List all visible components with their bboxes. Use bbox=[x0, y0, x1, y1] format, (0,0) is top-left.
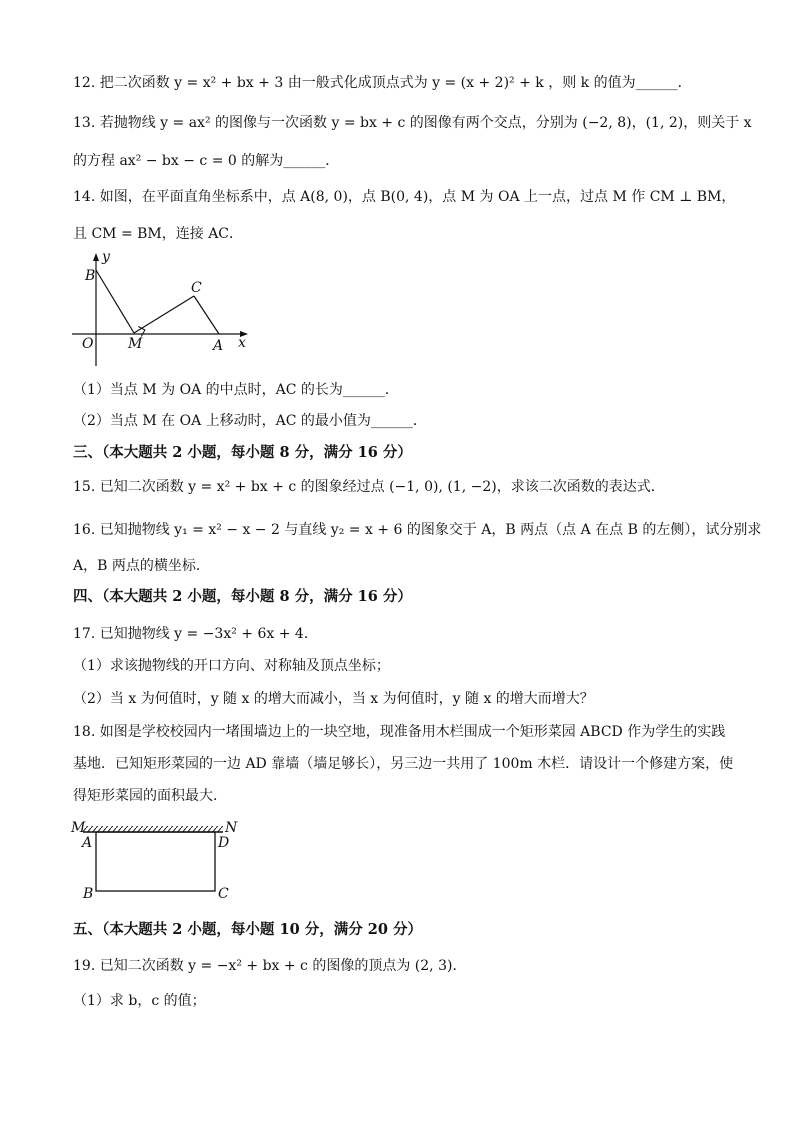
label-a: A bbox=[82, 835, 93, 851]
figure-18-garden-diagram bbox=[66, 816, 256, 902]
section-4-heading: 四、（本大题共 2 小题，每小题 8 分，满分 16 分） bbox=[73, 588, 412, 605]
y-axis-arrow bbox=[93, 253, 99, 261]
right-angle-mark bbox=[138, 327, 145, 337]
section-5-heading: 五、（本大题共 2 小题，每小题 10 分，满分 20 分） bbox=[73, 921, 422, 938]
question-14-line-2: 且 CM = BM，连接 AC． bbox=[73, 226, 244, 242]
question-14-line-1: 14. 如图，在平面直角坐标系中，点 A(8, 0)，点 B(0, 4)，点 M 为 OA 上一点，过点 M 作 CM ⊥ BM， bbox=[73, 189, 736, 205]
question-17: 17. 已知抛物线 y = −3x² + 6x + 4． bbox=[73, 626, 318, 642]
question-15: 15. 已知二次函数 y = x² + bx + c 的图象经过点 (−1, 0), (1, −2)，求该二次函数的表达式． bbox=[73, 479, 665, 495]
question-18-line-2: 基地．已知矩形菜园的一边 AD 靠墙（墙足够长），另三边一共用了 100m 木栏．请设计一个修建方案，使 bbox=[73, 756, 734, 772]
label-x: x bbox=[238, 335, 246, 351]
question-14-part-2: （2）当点 M 在 OA 上移动时，AC 的最小值为______． bbox=[73, 413, 427, 429]
question-18-line-1: 18. 如图是学校校园内一堵围墙边上的一块空地，现准备用木栏围成一个矩形菜园 ABCD 作为学生的实践 bbox=[73, 724, 726, 740]
label-b: B bbox=[83, 886, 94, 902]
question-19: 19. 已知二次函数 y = −x² + bx + c 的图像的顶点为 (2, 3)． bbox=[73, 958, 467, 974]
label-d: D bbox=[218, 835, 230, 851]
segment-ca bbox=[194, 296, 219, 334]
segment-mc bbox=[134, 296, 194, 333]
label-n: N bbox=[225, 820, 238, 836]
label-c: C bbox=[191, 280, 202, 296]
label-o: O bbox=[82, 336, 94, 352]
wall-hatching bbox=[83, 826, 223, 832]
label-a: A bbox=[213, 338, 224, 354]
question-13-line-2: 的方程 ax² − bx − c = 0 的解为______． bbox=[73, 153, 340, 169]
figure-14-coordinate-diagram bbox=[66, 248, 266, 368]
segment-bm bbox=[96, 270, 134, 333]
question-18-line-3: 得矩形菜园的面积最大． bbox=[73, 788, 227, 804]
rectangle-abcd bbox=[96, 832, 215, 891]
question-16-line-1: 16. 已知抛物线 y₁ = x² − x − 2 与直线 y₂ = x + 6 的图象交于 A，B 两点（点 A 在点 B 的左侧），试分别求 bbox=[73, 522, 762, 538]
question-17-part-2: （2）当 x 为何值时，y 随 x 的增大而减小，当 x 为何值时，y 随 x 的增大而增大？ bbox=[73, 691, 594, 707]
question-12: 12. 把二次函数 y = x² + bx + 3 由一般式化成顶点式为 y = (x + 2)² + k ，则 k 的值为______． bbox=[73, 75, 692, 91]
question-17-part-1: （1）求该抛物线的开口方向、对称轴及顶点坐标； bbox=[73, 658, 390, 674]
question-14-part-1: （1）当点 M 为 OA 的中点时，AC 的长为______． bbox=[73, 382, 399, 398]
question-16-line-2: A，B 两点的横坐标． bbox=[73, 558, 210, 574]
question-13-line-1: 13. 若抛物线 y = ax² 的图像与一次函数 y = bx + c 的图像有两个交点，分别为 (−2, 8)，(1, 2)，则关于 x bbox=[73, 115, 752, 131]
section-3-heading: 三、（本大题共 2 小题，每小题 8 分，满分 16 分） bbox=[73, 444, 412, 461]
question-19-part-1: （1）求 b，c 的值； bbox=[73, 993, 206, 1009]
label-m: M bbox=[71, 820, 86, 836]
label-b: B bbox=[85, 268, 96, 284]
label-m: M bbox=[128, 336, 143, 352]
label-c: C bbox=[218, 886, 229, 902]
label-y: y bbox=[102, 249, 110, 265]
